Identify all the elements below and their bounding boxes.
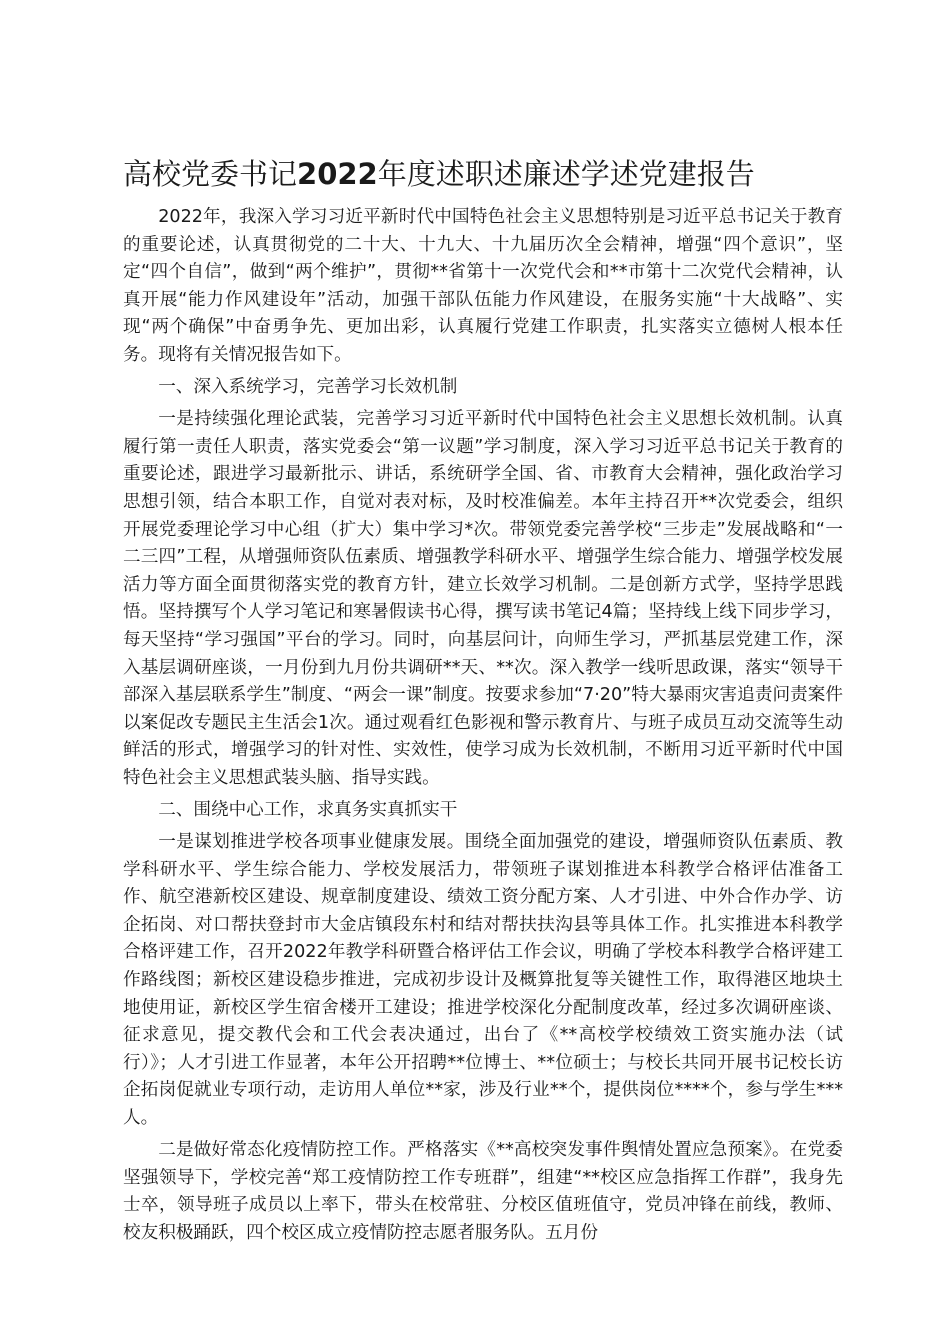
section-heading-2: 二、围绕中心工作，求真务实真抓实干 (158, 799, 458, 820)
paragraph-intro: 2022年，我深入学习习近平新时代中国特色社会主义思想特别是习近平总书记关于教育的重要论述，认真贯彻党的二十大、十九大、十九届历次全会精神，增强“四个意识”，坚定“四个自信”，做到“两个维护”，贯彻**省第十一次党代会和**市第十二次党代会精神，认真开展“能力作风建设年”活动，加强干部队伍能力作风建设，在服务实施“十大战略”、实现“两个确保”中奋勇争先、更加出彩，认真履行党建工作职责，扎实落实立德树人根本任务。现将有关情况报告如下。 (123, 207, 843, 365)
document-title (123, 148, 843, 200)
paragraph-development: 一是谋划推进学校各项事业健康发展。围绕全面加强党的建设，增强师资队伍素质、教学科研水平、学生综合能力、学校发展活力，带领班子谋划推进本科教学合格评估准备工作、航空港新校区建设、规章制度建设、绩效工资分配方案、人才引进、中外合作办学、访企拓岗、对口帮扶登封市大金店镇段东村和结对帮扶扶沟县等具体工作。扎实推进本科教学合格评建工作，召开2022年教学科研暨合格评估工作会议，明确了学校本科教学合格评建工作路线图；新校区建设稳步推进，完成初步设计及概算批复等关键性工作，取得港区地块土地使用证，新校区学生宿舍楼开工建设；推进学校深化分配制度改革，经过多次调研座谈、征求意见，提交教代会和工代会表决通过，出台了《**高校学校绩效工资实施办法（试行）》；人才引进工作显著，本年公开招聘**位博士、**位硕士；与校长共同开展书记校长访企拓岗促就业专项行动，走访用人单位**家，涉及行业**个，提供岗位****个，参与学生***人。 (123, 832, 843, 1128)
paragraph-epidemic: 二是做好常态化疫情防控工作。严格落实《**高校突发事件舆情处置应急预案》。在党委坚强领导下，学校完善“郑工疫情防控工作专班群”，组建“**校区应急指挥工作群”，我身先士卒，领导班子成员以上率下，带头在校常驻、分校区值班值守，党员冲锋在前线，教师、校友积极踊跃，四个校区成立疫情防控志愿者服务队。五月份 (123, 1140, 843, 1243)
section-heading-1: 一、深入系统学习，完善学习长效机制 (158, 377, 458, 398)
title-year: 2022 (297, 157, 378, 191)
document-body (123, 204, 843, 1247)
paragraph-study: 一是持续强化理论武装，完善学习习近平新时代中国特色社会主义思想长效机制。认真履行第一责任人职责，落实党委会“第一议题”学习制度，深入学习习近平总书记关于教育的重要论述，跟进学习最新批示、讲话，系统研学全国、省、市教育大会精神，强化政治学习思想引领，结合本职工作，自觉对表对标，及时校准偏差。本年主持召开**次党委会，组织开展党委理论学习中心组（扩大）集中学习*次。带领党委完善学校“三步走”发展战略和“一二三四”工程，从增强师资队伍素质、增强教学科研水平、增强学生综合能力、增强学校发展活力等方面全面贯彻落实党的教育方针，建立长效学习机制。二是创新方式学，坚持学思践悟。坚持撰写个人学习笔记和寒暑假读书心得，撰写读书笔记4篇；坚持线上线下同步学习，每天坚持“学习强国”平台的学习。同时，向基层问计，向师生学习，严抓基层党建工作，深入基层调研座谈，一月份到九月份共调研**天、**次。深入教学一线听思政课，落实“领导干部深入基层联系学生”制度、“两会一课”制度。按要求参加“7·20”特大暴雨灾害追责问责案件以案促改专题民主生活会1次。通过观看红色影视和警示教育片、与班子成员互动交流等生动鲜活的形式，增强学习的针对性、实效性，使学习成为长效机制，不断用习近平新时代中国特色社会主义思想武装头脑、指导实践。 (123, 409, 843, 788)
title-suffix: 年度述职述廉述学述党建报告 (377, 157, 755, 191)
title-prefix: 高校党委书记 (123, 157, 298, 191)
